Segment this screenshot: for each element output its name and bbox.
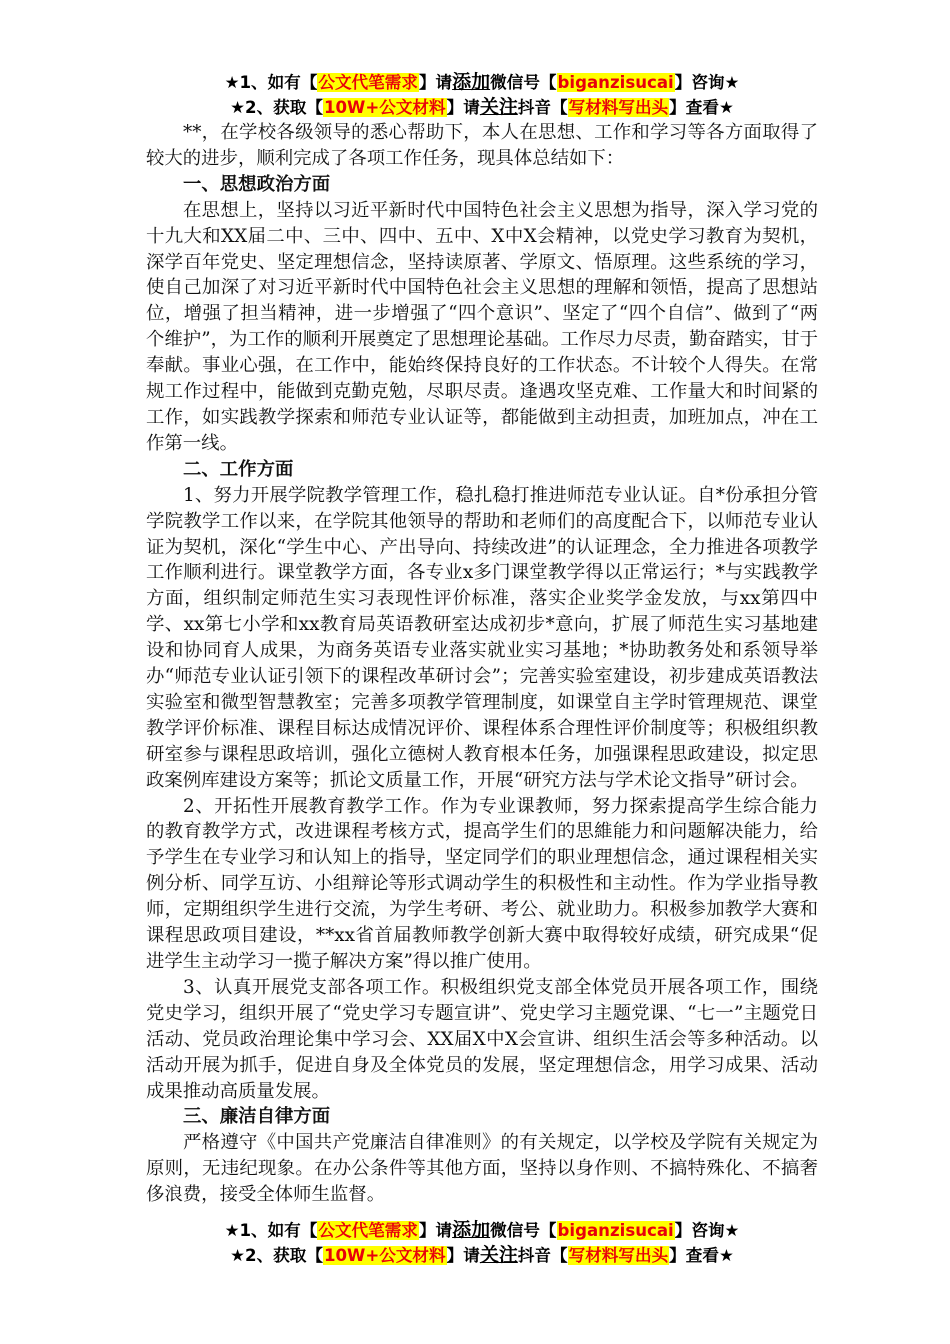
- banner-text: 微信号【: [490, 1221, 557, 1240]
- banner-highlight: 10W+公文材料: [323, 1246, 446, 1265]
- banner-text: 】查看★: [669, 1246, 734, 1265]
- banner-emphasis: 添加: [452, 1219, 491, 1241]
- section-paragraph-ideology: 在思想上，坚持以习近平新时代中国特色社会主义思想为指导，深入学习党的十九大和XX届二中、三中、四中、五中、X中X会精神，以党史学习教育为契机，深学百年党史、坚定理想信念，坚持读原著、学原文、悟原理。这些系统的学习，使自己加深了对习近平新时代中国特色社会主义思想的理解和领悟，提高了思想站位，增强了担当精神，进一步增强了“四个意识”、坚定了“四个自信”、做到了“两个维护”，为工作的顺利开展奠定了思想理论基础。工作尽力尽责，勤奋踏实，甘于奉献。事业心强，在工作中，能始终保持良好的工作状态。不计较个人得失。在常规工作过程中，能做到克勤克勉，尽职尽责。逢遇攻坚克难、工作量大和时间紧的工作，如实践教学探索和师范专业认证等，都能做到主动担责，加班加点，冲在工作第一线。: [146, 199, 818, 454]
- banner-highlight: 公文代笔需求: [318, 1221, 418, 1240]
- banner-text: ★1、如有【: [224, 1221, 318, 1240]
- banner-text: 抖音【: [517, 1246, 568, 1265]
- banner-text: 】请: [446, 1246, 480, 1265]
- banner-highlight-wechat-id: biganzisucai: [557, 1221, 674, 1240]
- document-body: [146, 70, 818, 1208]
- bottom-banner: [146, 1218, 818, 1268]
- banner-text: ★2、获取【: [230, 98, 323, 117]
- banner-text: ★1、如有【: [224, 73, 318, 92]
- work-paragraph-education: 2、开拓性开展教育教学工作。作为专业课教师，努力探索提高学生综合能力的教育教学方式，改进课程考核方式，提高学生们的思維能力和问题解决能力，给予学生在专业学习和认知上的指导，坚定同学们的职业理想信念，通过课程相关实例分析、同学互访、小组辩论等形式调动学生的积极性和主动性。作为学业指导教师，定期组织学生进行交流，为学生考研、考公、就业助力。积极参加教学大赛和课程思政项目建设，**xx省首届教师教学创新大赛中取得较好成绩，研究成果“促进学生主动学习一揽子解决方案”得以推广使用。: [146, 795, 818, 972]
- banner-text: 】请: [418, 1221, 453, 1240]
- work-paragraph-party-branch: 3、认真开展党支部各项工作。积极组织党支部全体党员开展各项工作，围绕党史学习，组织开展了“党史学习专题宣讲”、党史学习主题党课、“七一”主题党日活动、党员政治理论集中学习会、XX届X中X会宣讲、组织生活会等多种活动。以活动开展为抓手，促进自身及全体党员的发展，坚定理想信念，用学习成果、活动成果推动高质量发展。: [146, 976, 818, 1102]
- banner-text: 】请: [418, 73, 453, 92]
- section-paragraph-integrity: 严格遵守《中国共产党廉洁自律准则》的有关规定，以学校及学院有关规定为原则，无违纪现象。在办公条件等其他方面，坚持以身作则、不搞特殊化、不搞奢侈浪费，接受全体师生监督。: [146, 1132, 818, 1206]
- banner-text: 】咨询★: [674, 73, 740, 92]
- banner-text: ★2、获取【: [230, 1246, 323, 1265]
- banner-text: 】咨询★: [674, 1221, 740, 1240]
- banner-highlight-wechat-id: biganzisucai: [557, 73, 674, 92]
- banner-highlight: 10W+公文材料: [323, 98, 446, 117]
- bottom-banner-line-1: [146, 1218, 818, 1243]
- banner-text: 微信号【: [490, 73, 557, 92]
- banner-text: 】查看★: [669, 98, 734, 117]
- banner-emphasis: 关注: [479, 1244, 518, 1266]
- section-heading-integrity: 三、廉洁自律方面: [183, 1106, 331, 1128]
- section-heading-ideology: 一、思想政治方面: [183, 173, 331, 195]
- banner-highlight-douyin-id: 写材料写出头: [568, 98, 669, 117]
- work-paragraph-teaching-management: 1、努力开展学院教学管理工作，稳扎稳打推进师范专业认证。自*份承担分管学院教学工作以来，在学院其他领导的帮助和老师们的高度配合下，以师范专业认证为契机，深化“学生中心、产出导向、持续改进”的认证理念，全力推进各项教学工作顺利进行。课堂教学方面，各专业x多门课堂教学得以正常运行；*与实践教学方面，组织制定师范生实习表现性评价标准，落实企业奖学金发放，与xx第四中学、xx第七小学和xx教育局英语教研室达成初步*意向，扩展了师范生实习基地建设和协同育人成果，为商务英语专业落实就业实习基地；*协助教务处和系领导举办“师范专业认证引领下的课程改革研讨会”；完善实验室建设，初步建成英语教法实验室和微型智慧教室；完善多项教学管理制度，如课堂自主学时管理规范、课堂教学评价标准、课程目标达成情况评价、课程体系合理性评价制度等；积极组织教研室参与课程思政培训，强化立德树人教育根本任务，加强课程思政建设，拟定思政案例库建设方案等；抓论文质量工作，开展“研究方法与学术论文指导”研讨会。: [146, 484, 818, 791]
- section-heading-work: 二、工作方面: [183, 458, 294, 480]
- banner-highlight-douyin-id: 写材料写出头: [568, 1246, 669, 1265]
- banner-highlight: 公文代笔需求: [318, 73, 418, 92]
- top-banner-line-2: [146, 95, 818, 120]
- banner-text: 抖音【: [517, 98, 568, 117]
- banner-emphasis: 添加: [452, 71, 491, 93]
- bottom-banner-line-2: [146, 1243, 818, 1268]
- banner-text: 】请: [446, 98, 480, 117]
- intro-paragraph: **，在学校各级领导的悉心帮助下，本人在思想、工作和学习等各方面取得了较大的进步，顺利完成了各项工作任务，现具体总结如下：: [146, 122, 818, 169]
- banner-emphasis: 关注: [479, 96, 518, 118]
- top-banner-line-1: [146, 70, 818, 95]
